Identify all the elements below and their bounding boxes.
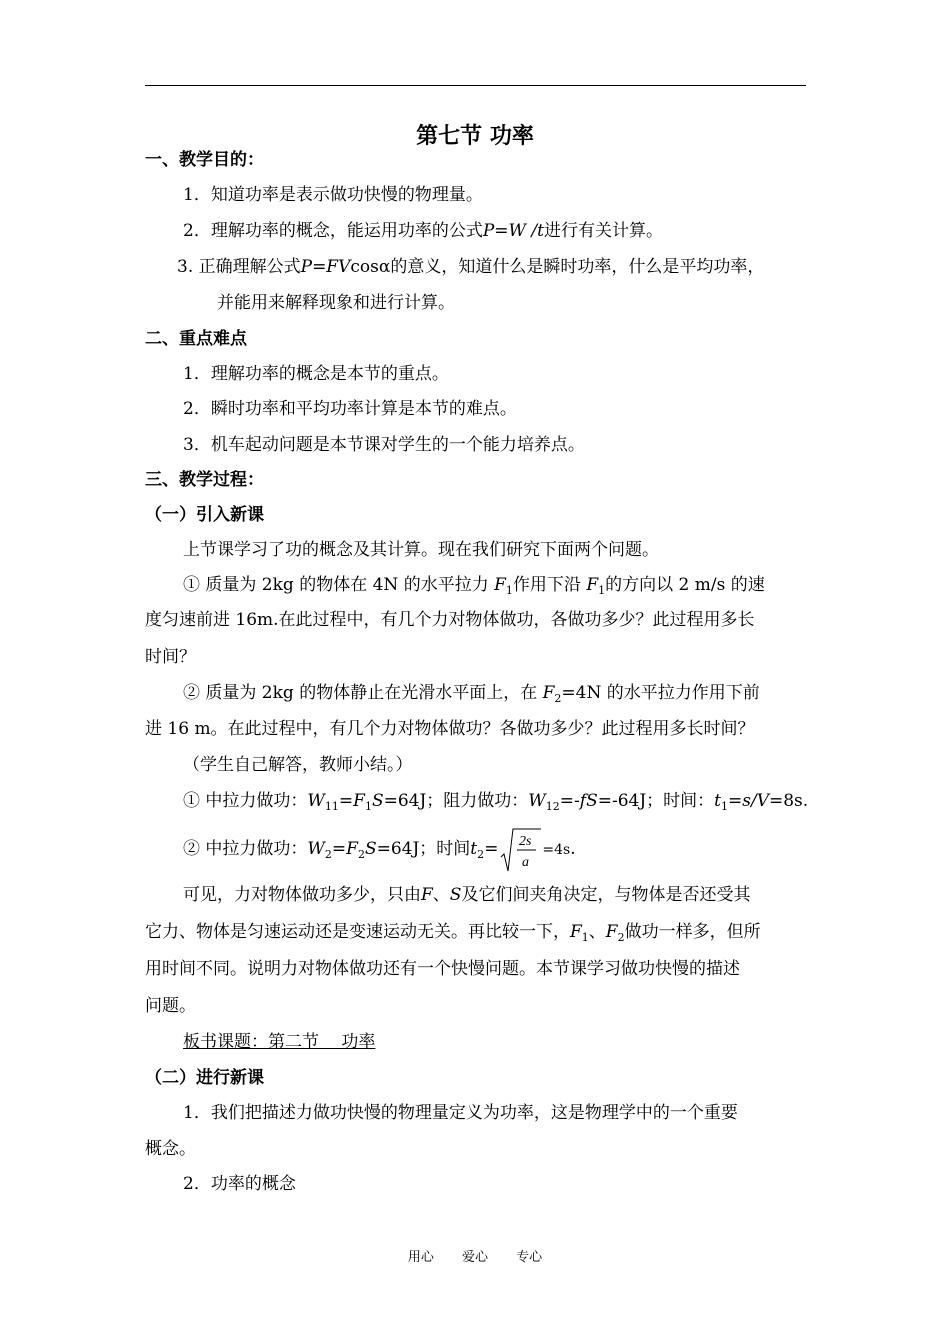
section-heading-objectives: 一、教学目的： [145, 150, 264, 170]
question-1-line-3: 时间？ [145, 647, 196, 667]
key-point-2: 2．瞬时功率和平均功率计算是本节的难点。 [183, 399, 517, 419]
objective-3: 3. 正确理解公式P=FVcosα的意义，知道什么是瞬时功率，什么是平均功率， [177, 257, 765, 277]
formula-power: P=W /t [482, 221, 544, 241]
intro-text: 上节课学习了功的概念及其计算。现在我们研究下面两个问题。 [183, 540, 659, 560]
para-line-4: 问题。 [145, 996, 196, 1016]
answer-2: ② 中拉力做功：$W_2=F_2S=64J$；时间$t_2=$ 2s a =4s. [183, 824, 576, 875]
page-title: 第七节 功率 [416, 124, 534, 149]
question-1-line-2: 度匀速前进 16m.在此过程中，有几个力对物体做功，各做功多少？此过程用多长 [145, 610, 755, 630]
page-footer: 用心 爱心 专心 [407, 1250, 543, 1265]
svg-text:a: a [522, 854, 530, 870]
new-lesson-1-line-2: 概念。 [145, 1139, 196, 1159]
subsection-new-lesson: （二）进行新课 [145, 1068, 264, 1088]
question-2-line-1: ② 质量为 2kg 的物体静止在光滑水平面上，在 $F_2=4N$ 的水平拉力作用下前 [183, 683, 760, 705]
objective-1: 1．知道功率是表示做功快慢的物理量。 [183, 185, 483, 205]
teacher-note: （学生自己解答，教师小结。） [183, 755, 413, 775]
objective-2: 2．理解功率的概念，能运用功率的公式P=W /t进行有关计算。 [183, 221, 663, 241]
para-line-1: 可见，力对物体做功多少，只由F、S及它们间夹角决定，与物体是否还受其 [183, 885, 751, 905]
para-line-3: 用时间不同。说明力对物体做功还有一个快慢问题。本节课学习做功快慢的描述 [145, 959, 740, 979]
section-heading-process: 三、教学过程： [145, 470, 264, 490]
question-1-line-1: ① 质量为 2kg 的物体在 4N 的水平拉力 $F_1$作用下沿 $F_1$的方向以 2 m/s 的速 [183, 575, 765, 597]
subsection-intro: （一）引入新课 [145, 505, 264, 525]
header-rule [145, 85, 806, 86]
board-title: 板书课题：第二节 功率 [183, 1032, 376, 1052]
key-point-3: 3．机车起动问题是本节课对学生的一个能力培养点。 [183, 435, 585, 455]
question-2-line-2: 进 16 m。在此过程中，有几个力对物体做功？各做功多少？此过程用多长时间？ [145, 719, 755, 739]
objective-3-cont: 并能用来解释现象和进行计算。 [217, 293, 455, 313]
formula-pfv: P=FV [300, 257, 351, 277]
new-lesson-1-line-1: 1．我们把描述力做功快慢的物理量定义为功率，这是物理学中的一个重要 [183, 1103, 738, 1123]
key-point-1: 1．理解功率的概念是本节的重点。 [183, 364, 449, 384]
sqrt-formula [500, 827, 542, 873]
svg-text:2s: 2s [519, 833, 532, 849]
answer-1: ① 中拉力做功：$W_{11}=F_1S=64J$；阻力做功：$W_{12}=-fS=-64J$；时间：$t_1=s/V=8s$. [183, 791, 809, 813]
section-heading-key-points: 二、重点难点 [145, 329, 247, 349]
new-lesson-2: 2．功率的概念 [183, 1174, 296, 1194]
para-line-2: 它力、物体是匀速运动还是变速运动无关。再比较一下，$F_1$、$F_2$做功一样多，但所 [145, 922, 761, 944]
